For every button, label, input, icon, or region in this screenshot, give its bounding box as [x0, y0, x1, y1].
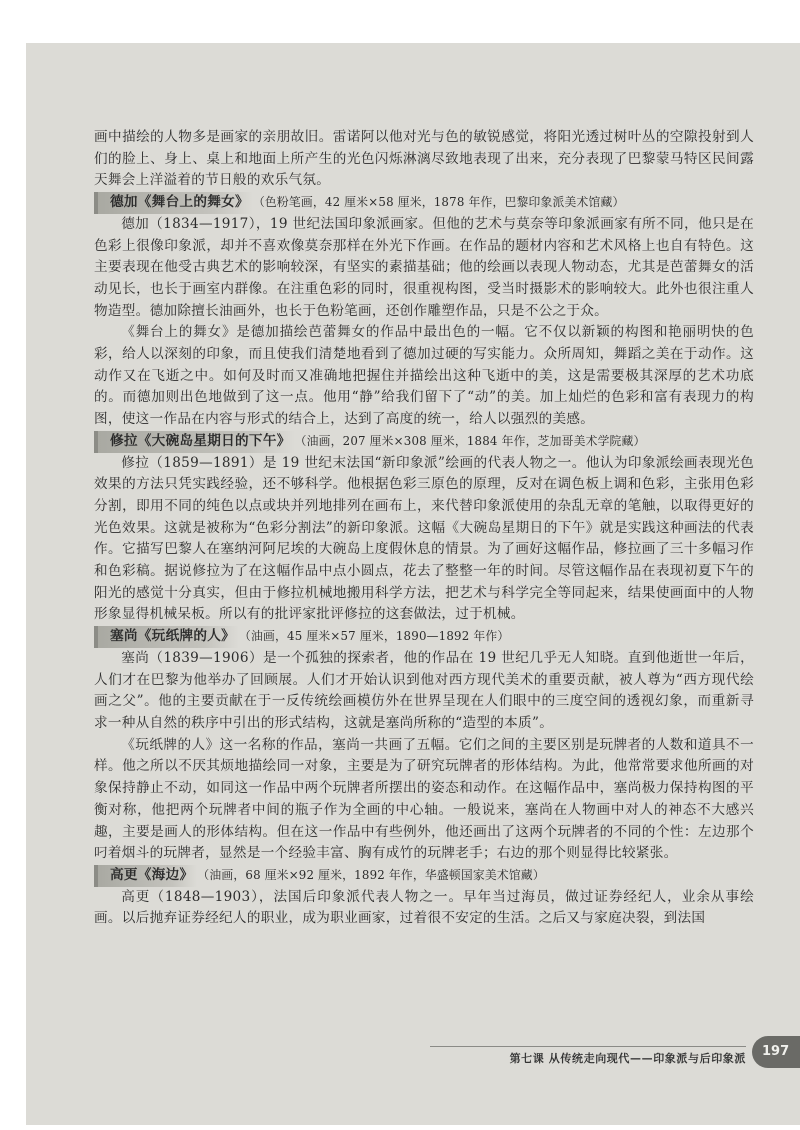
artwork-details: （油画，68 厘米×92 厘米，1892 年作，华盛顿国家美术馆藏）: [197, 867, 545, 882]
artwork-heading-gauguin: [94, 865, 754, 887]
artwork-details: （油画，207 厘米×308 厘米，1884 年作，芝加哥美术学院藏）: [294, 433, 646, 448]
artwork-details: （色粉笔画，42 厘米×58 厘米，1878 年作，巴黎印象派美术馆藏）: [252, 195, 625, 210]
paragraph-continued: 画中描绘的人物多是画家的亲朋故旧。雷诺阿以他对光与色的敏锐感觉，将阳光透过树叶丛的空隙投射到人们的脸上、身上、桌上和地面上所产生的光色闪烁淋漓尽致地表现了出来，充分表现了巴黎蒙马特区民间露天舞会上洋溢着的节日般的欢乐气氛。: [94, 129, 754, 189]
artwork-title: 修拉《大碗岛星期日的下午》: [94, 431, 295, 453]
artwork-title: 高更《海边》: [94, 865, 197, 887]
artwork-heading-degas: [94, 192, 754, 214]
paragraph: 德加（1834—1917），19 世纪法国印象派画家。但他的艺术与莫奈等印象派画家有所不同，他只是在色彩上很像印象派，却并不喜欢像莫奈那样在外光下作画。在作品的题材内容和艺术风格上也自有特色。这主要表现在他受古典艺术的影响较深，有坚实的素描基础；他的绘画以表现人物动态，尤其是芭蕾舞女的活动见长，也长于画室内群像。在注重色彩的同时，很重视构图，受当时摄影术的影响较大。此外也很注重人物造型。德加除擅长油画外，也长于色粉笔画，还创作雕塑作品，只是不公之于众。: [94, 215, 754, 319]
artwork-details: （油画，45 厘米×57 厘米，1890—1892 年作）: [239, 629, 510, 644]
artwork-heading-cezanne: [94, 626, 754, 648]
paragraph: 修拉（1859—1891）是 19 世纪末法国“新印象派”绘画的代表人物之一。他认为印象派绘画表现光色效果的方法只凭实践经验，还不够科学。他根据色彩三原色的原理，反对在调色板上调和色彩，主张用色彩分割，即用不同的纯色以点或块并列地排列在画布上，来代替印象派使用的杂乱无章的笔触，以取得更好的光色效果。这就是被称为“色彩分割法”的新印象派。这幅《大碗岛星期日的下午》就是实践这种画法的代表作。它描写巴黎人在塞纳河阿尼埃的大碗岛上度假休息的情景。为了画好这幅作品，修拉画了三十多幅习作和色彩稿。据说修拉为了在这幅作品中点小圆点，花去了整整一年的时间。尽管这幅作品在表现初夏下午的阳光的感觉十分真实，但由于修拉机械地搬用科学方法，把艺术与科学完全等同起来，结果使画面中的人物形象显得机械呆板。所以有的批评家批评修拉的这套做法，过于机械。: [94, 454, 754, 623]
artwork-title: 塞尚《玩纸牌的人》: [94, 626, 239, 648]
paragraph: 《玩纸牌的人》这一名称的作品，塞尚一共画了五幅。它们之间的主要区别是玩牌者的人数和道具不一样。他之所以不厌其烦地描绘同一对象，主要是为了研究玩牌者的形体结构。为此，他常常要求他所画的对象保持静止不动，如同这一作品中两个玩牌者所摆出的姿态和动作。在这幅作品中，塞尚极力保持构图的平衡对称，他把两个玩牌者中间的瓶子作为全画的中心轴。一般说来，塞尚在人物画中对人的神态不大感兴趣，主要是画人的形体结构。但在这一作品中有些例外，他还画出了这两个玩牌者的不同的个性：左边那个叼着烟斗的玩牌者，显然是一个经验丰富、胸有成竹的玩牌老手；右边的那个则显得比较紧张。: [94, 736, 754, 862]
paragraph: 《舞台上的舞女》是德加描绘芭蕾舞女的作品中最出色的一幅。它不仅以新颖的构图和艳丽明快的色彩，给人以深刻的印象，而且使我们清楚地看到了德加过硬的写实能力。众所周知，舞蹈之美在于动作。这动作又在飞逝之中。如何及时而又准确地把握住并描绘出这种飞逝中的美，这是需要极其深厚的艺术功底的。而德加则出色地做到了这一点。他用“静”给我们留下了“动”的美。加上灿烂的色彩和富有表现力的构图，使这一作品在内容与形式的结合上，达到了高度的统一，给人以强烈的美感。: [94, 324, 754, 428]
artwork-heading-seurat: [94, 431, 754, 453]
running-footer: 第七课 从传统走向现代——印象派与后印象派: [430, 1046, 746, 1066]
paragraph: 高更（1848—1903），法国后印象派代表人物之一。早年当过海员，做过证券经纪人，业余从事绘画。以后抛弃证券经纪人的职业，成为职业画家，过着很不安定的生活。之后又与家庭决裂，到法国: [94, 888, 754, 927]
paragraph: 塞尚（1839—1906）是一个孤独的探索者，他的作品在 19 世纪几乎无人知晓。直到他逝世一年后，人们才在巴黎为他举办了回顾展。人们才开始认识到他对西方现代美术的重要贡献，被人尊为“西方现代绘画之父”。他的主要贡献在于一反传统绘画模仿外在世界呈现在人们眼中的三度空间的透视幻象，而重新寻求一种从自然的秩序中引出的形式结构，这就是塞尚所称的“造型的本质”。: [94, 649, 754, 731]
page-number: 197: [752, 1036, 800, 1068]
body-text: [94, 127, 754, 930]
artwork-title: 德加《舞台上的舞女》: [94, 192, 253, 214]
